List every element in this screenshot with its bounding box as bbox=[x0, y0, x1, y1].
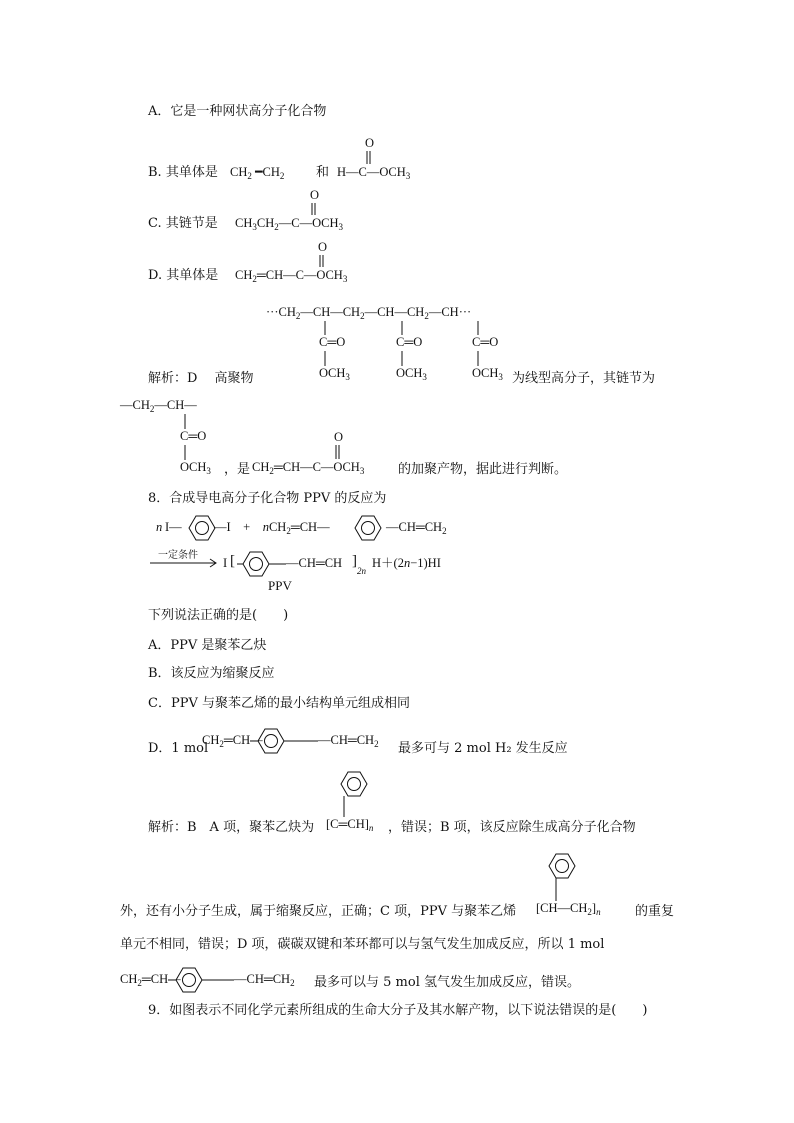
q7-option-c-prefix: C. 其链节是 bbox=[148, 216, 218, 231]
q8-option-a: A．PPV 是聚苯乙炔 bbox=[148, 638, 267, 653]
reactant-1-i-left: I— bbox=[165, 520, 182, 534]
product-bracket-close: ] bbox=[352, 553, 357, 569]
q8-analysis-line2b: 的重复 bbox=[635, 904, 675, 919]
q7-option-d-formula: $CH_2═CH—C—OCH_3$ bbox=[235, 268, 348, 284]
svg-text:O: O bbox=[334, 430, 344, 444]
q8-stem: 8．合成导电高分子化合物 PPV 的反应为 bbox=[148, 491, 387, 506]
reactant-2-benzene-ring bbox=[355, 516, 381, 540]
q7-analysis-end: 的加聚产物，据此进行判断。 bbox=[398, 462, 568, 477]
q7-option-d-prefix: D. 其单体是 bbox=[148, 268, 219, 283]
q8-analysis-line4: 最多可以与 5 mol 氢气发生加成反应，错误。 bbox=[314, 975, 580, 990]
q7-analysis-mid: 为线型高分子，其链节为 bbox=[512, 371, 656, 386]
product-byproduct: H＋(2n−1)HI bbox=[372, 556, 441, 570]
q8-option-d-formula-left: $CH_2═CH—$ bbox=[202, 733, 263, 749]
product-subscript: 2n bbox=[357, 566, 366, 576]
polymer-methoxy-1: $OCH_3$ bbox=[319, 366, 350, 382]
polystyrene-formula: $[CH—CH_2]_n$ bbox=[536, 901, 601, 917]
polyphenylacetylene-formula: $[C═CH]_n$ bbox=[326, 817, 374, 833]
q8-option-c: C．PPV 与聚苯乙烯的最小结构单元组成相同 bbox=[148, 696, 410, 711]
polymer-ester-3: C═O bbox=[472, 335, 499, 349]
q7-c-carbonyl bbox=[310, 188, 319, 215]
q7-analysis-is: ，是 bbox=[224, 462, 251, 477]
polyphenylacetylene-benzene bbox=[341, 772, 367, 817]
q8-analysis-line1b: ，错误；B 项，该反应除生成高分子化合物 bbox=[388, 820, 636, 835]
q8-option-b: B．该反应为缩聚反应 bbox=[148, 666, 275, 681]
q7-d-carbonyl bbox=[318, 240, 327, 267]
polystyrene-benzene bbox=[549, 854, 575, 901]
q9-stem: 9．如图表示不同化学元素所组成的生命大分子及其水解产物，以下说法错误的是( ) bbox=[148, 1003, 648, 1018]
q8-option-d-suffix: 最多可与 2 mol H₂ 发生反应 bbox=[398, 741, 568, 756]
chain-link-methoxy: $OCH_3$ bbox=[180, 460, 211, 476]
svg-text:O: O bbox=[318, 240, 328, 254]
product-benzene-ring bbox=[237, 552, 286, 576]
q8-analysis-formula-left: $CH_2═CH—$ bbox=[120, 972, 181, 988]
q8-analysis-formula-right: $—CH═CH_2$ bbox=[234, 972, 295, 988]
product-vinylene: —CH═CH bbox=[286, 556, 343, 570]
monomer-formula: $CH_2═CH—C—OCH_3$ bbox=[252, 460, 365, 476]
q7-option-a: A．它是一种网状高分子化合物 bbox=[148, 104, 327, 119]
q7-analysis-label: 解析：D 高聚物 bbox=[148, 371, 254, 386]
q7-option-b-formula-2: $H—C—OCH_3$ bbox=[337, 165, 411, 181]
polymer-main-chain: $\cdot\cdot\cdot CH_2—CH—CH_2—CH—CH_2—CH\cdot\cdot\cdot$ bbox=[266, 305, 472, 321]
polymer-methoxy-3: $OCH_3$ bbox=[472, 366, 503, 382]
ppv-label: PPV bbox=[268, 578, 292, 593]
q8-analysis-line1a: 解析：B A 项，聚苯乙炔为 bbox=[148, 820, 315, 835]
chain-link-main: $—CH_2—CH—$ bbox=[120, 398, 197, 414]
reactant-1-n: n bbox=[156, 520, 163, 534]
polymer-ester-1: C═O bbox=[319, 335, 346, 349]
svg-text:O: O bbox=[365, 136, 375, 150]
reaction-arrow bbox=[150, 559, 216, 567]
chain-link-ester: C═O bbox=[180, 429, 207, 443]
polymer-methoxy-2: $OCH_3$ bbox=[396, 366, 427, 382]
reactant-2-end: $—CH═CH_2$ bbox=[386, 520, 447, 536]
q7-b-carbonyl bbox=[365, 136, 374, 164]
monomer-carbonyl bbox=[334, 430, 343, 459]
reactant-1-benzene-ring bbox=[189, 516, 215, 540]
reactant-1-i-right: —I + nCH$_2$═CH— bbox=[214, 520, 330, 536]
polymer-bonds bbox=[325, 321, 478, 366]
q7-option-b-formula-1: $CH_2$ $━CH_2$ bbox=[230, 165, 285, 181]
q7-option-c-formula: $CH_3CH_2—C—OCH_3$ bbox=[235, 216, 343, 232]
svg-text:O: O bbox=[310, 188, 320, 202]
q8-analysis-line2a: 外，还有小分子生成，属于缩聚反应，正确；C 项，PPV 与聚苯乙烯 bbox=[120, 904, 517, 919]
q8-question: 下列说法正确的是( ) bbox=[148, 608, 289, 623]
product-start: I bbox=[223, 556, 228, 570]
analysis-benzene-ring bbox=[168, 968, 234, 992]
q7-option-b-prefix: B. 其单体是 bbox=[148, 165, 218, 180]
product-bracket-open: [ bbox=[230, 553, 235, 569]
q8-option-d-formula-right: $—CH═CH_2$ bbox=[318, 733, 379, 749]
q7-option-b-and: 和 bbox=[316, 165, 330, 180]
polymer-ester-2: C═O bbox=[396, 335, 423, 349]
q8-analysis-line3: 单元不相同，错误；D 项，碳碳双键和苯环都可以与氢气发生加成反应，所以 1 mol bbox=[120, 937, 605, 952]
option-d-benzene-ring bbox=[250, 729, 318, 753]
q8-option-d-prefix: D．1 mol bbox=[148, 741, 209, 756]
reaction-condition: 一定条件 bbox=[158, 550, 198, 561]
